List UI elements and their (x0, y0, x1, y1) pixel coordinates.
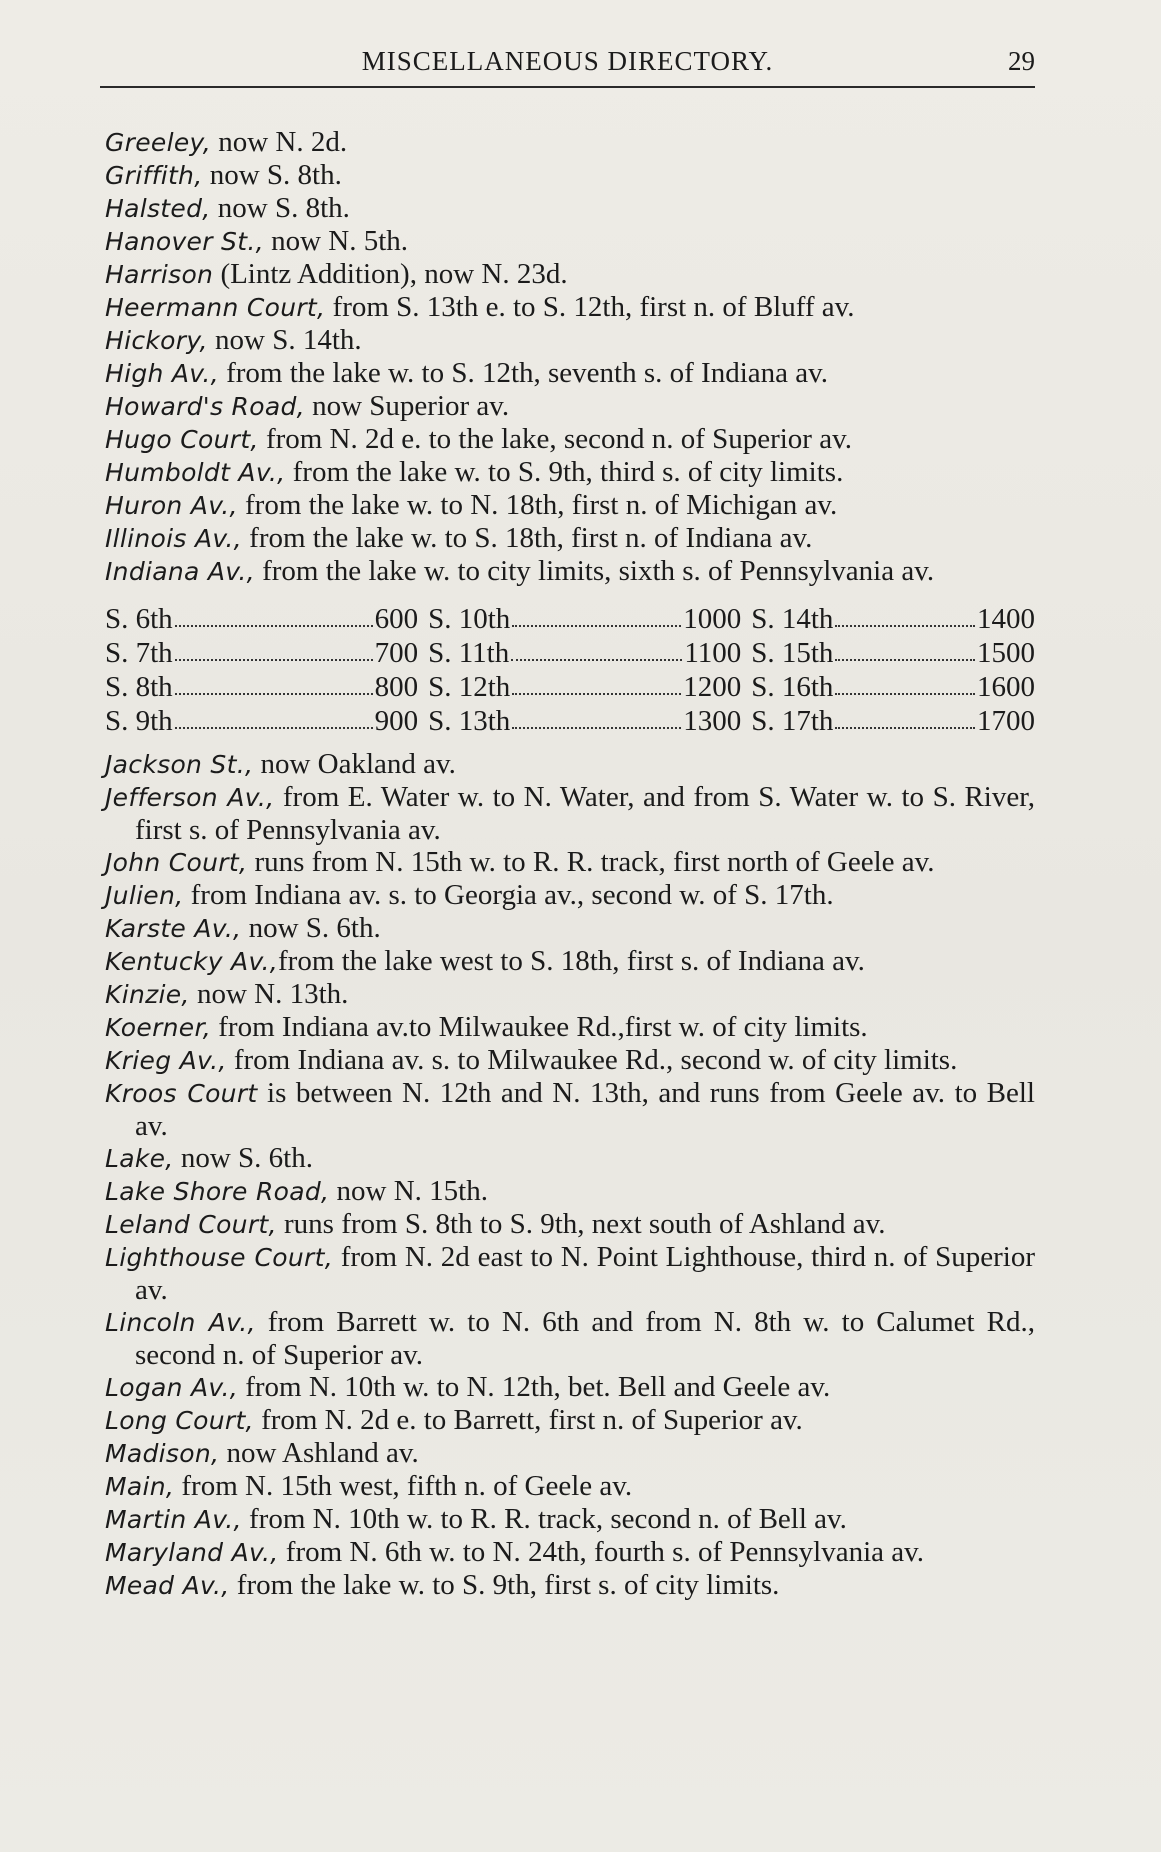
dot-leader (512, 704, 681, 729)
cross-street: S. 11th (428, 637, 510, 669)
street-name: Leland Court, (105, 1210, 277, 1239)
directory-entry (105, 1569, 1035, 1602)
directory-entry (105, 489, 1035, 522)
street-description: now S. 14th. (207, 324, 362, 356)
directory-entry (105, 748, 1035, 781)
street-name: Koerner, (105, 1013, 212, 1042)
directory-entry (105, 159, 1035, 192)
dot-leader (511, 636, 682, 661)
house-number: 1600 (977, 671, 1036, 703)
street-name: Kinzie, (105, 980, 190, 1009)
number-table-cell (105, 704, 428, 738)
street-description: now Superior av. (304, 390, 510, 422)
street-description: from the lake w. to S. 9th, third s. of city limits. (285, 456, 844, 488)
street-description: from the lake w. to N. 18th, first n. of Michigan av. (237, 489, 838, 521)
street-name: Huron Av., (105, 491, 238, 520)
street-name: Maryland Av., (105, 1538, 279, 1567)
cross-street: S. 13th (428, 705, 511, 737)
house-number-table (105, 602, 1035, 738)
street-name: High Av., (105, 359, 219, 388)
directory-entry (105, 1241, 1035, 1306)
number-table-cell (428, 704, 751, 738)
number-table-row (105, 670, 1035, 704)
dot-leader (175, 670, 373, 695)
street-name: Griffith, (105, 161, 203, 190)
street-description: from N. 10th w. to N. 12th, bet. Bell and Geele av. (237, 1371, 831, 1403)
directory-entry (105, 1536, 1035, 1569)
directory-entry (105, 879, 1035, 912)
street-description: now Ashland av. (219, 1437, 419, 1469)
directory-entry (105, 126, 1035, 159)
cross-street: S. 9th (105, 705, 173, 737)
house-number: 1000 (683, 603, 742, 635)
street-description: now N. 15th. (329, 1175, 488, 1207)
dot-leader (835, 670, 975, 695)
street-name: Long Court, (105, 1406, 254, 1435)
street-name: Halsted, (105, 194, 211, 223)
directory-entry (105, 225, 1035, 258)
street-name: Martin Av., (105, 1505, 242, 1534)
dot-leader (512, 602, 681, 627)
street-description: from the lake west to S. 18th, first s. of Indiana av. (278, 945, 865, 977)
directory-entry (105, 1306, 1035, 1371)
street-description: from the lake w. to S. 12th, seventh s. of Indiana av. (218, 357, 828, 389)
dot-leader (175, 602, 373, 627)
street-description: from the lake w. to city limits, sixth s. of Pennsylvania av. (254, 555, 935, 587)
directory-entry (105, 423, 1035, 456)
directory-entry (105, 945, 1035, 978)
street-name: Kroos Court (105, 1079, 258, 1108)
street-name: Howard's Road, (105, 392, 305, 421)
number-table-cell (751, 670, 1035, 704)
street-description: now N. 2d. (210, 126, 348, 158)
directory-entry (105, 1044, 1035, 1077)
directory-entry (105, 522, 1035, 555)
street-name: Hickory, (105, 326, 208, 355)
street-description: now Oakland av. (253, 748, 456, 780)
dot-leader (175, 704, 373, 729)
directory-entry (105, 1175, 1035, 1208)
house-number: 700 (374, 637, 419, 669)
directory-entry (105, 1437, 1035, 1470)
house-number: 1400 (977, 603, 1036, 635)
directory-entry (105, 390, 1035, 423)
number-table-cell (428, 602, 751, 636)
street-description: from N. 2d e. to Barrett, first n. of Superior av. (253, 1404, 803, 1436)
street-name: Greeley, (105, 128, 211, 157)
directory-entry (105, 291, 1035, 324)
house-number: 1200 (683, 671, 742, 703)
number-table-cell (105, 670, 428, 704)
number-table-cell (751, 602, 1035, 636)
street-name: Heermann Court, (105, 293, 326, 322)
house-number: 1300 (683, 705, 742, 737)
directory-entry (105, 1077, 1035, 1142)
street-description: from N. 15th west, fifth n. of Geele av. (174, 1470, 633, 1502)
street-description: from Indiana av. s. to Georgia av., second w. of S. 17th. (183, 879, 834, 911)
number-table-cell (751, 636, 1035, 670)
street-description: from Indiana av.to Milwaukee Rd.,first w. of city limits. (211, 1011, 868, 1043)
cross-street: S. 8th (105, 671, 173, 703)
street-name: Hugo Court, (105, 425, 259, 454)
street-name: Lincoln Av., (105, 1308, 256, 1337)
street-name: Humboldt Av., (105, 458, 286, 487)
number-table-cell (751, 704, 1035, 738)
street-name: Kentucky Av., (105, 947, 278, 976)
page-number: 29 (1008, 46, 1035, 76)
directory-entry (105, 846, 1035, 879)
dot-leader (835, 704, 975, 729)
street-description: from Barrett w. to N. 6th and from N. 8th w. to Calumet Rd., second n. of Superior av. (135, 1306, 1035, 1371)
dot-leader (835, 602, 975, 627)
street-name: Jackson St., (105, 750, 254, 779)
street-name: Main, (105, 1472, 175, 1501)
dot-leader (835, 636, 975, 661)
house-number: 600 (374, 603, 419, 635)
directory-entry (105, 456, 1035, 489)
cross-street: S. 12th (428, 671, 511, 703)
street-description: from Indiana av. s. to Milwaukee Rd., second w. of city limits. (226, 1044, 958, 1076)
entries-list-b (105, 748, 1035, 1602)
street-description: now S. 8th. (202, 159, 342, 191)
street-description: from N. 2d e. to the lake, second n. of Superior av. (258, 423, 852, 455)
street-name: Mead Av., (105, 1571, 230, 1600)
directory-body (105, 126, 1035, 1602)
cross-street: S. 14th (751, 603, 834, 635)
street-name: Karste Av., (105, 914, 242, 943)
house-number: 900 (374, 705, 419, 737)
cross-street: S. 17th (751, 705, 834, 737)
directory-entry (105, 1503, 1035, 1536)
street-name: Julien, (105, 881, 184, 910)
street-description: from N. 6th w. to N. 24th, fourth s. of Pennsylvania av. (278, 1536, 924, 1568)
directory-entry (105, 1208, 1035, 1241)
directory-entry (105, 1470, 1035, 1503)
directory-entry (105, 781, 1035, 846)
cross-street: S. 10th (428, 603, 511, 635)
number-table-cell (105, 636, 428, 670)
street-description: from N. 10th w. to R. R. track, second n. of Bell av. (241, 1503, 847, 1535)
entries-list-a (105, 126, 1035, 588)
cross-street: S. 6th (105, 603, 173, 635)
street-description: is between N. 12th and N. 13th, and runs from Geele av. to Bell av. (135, 1077, 1035, 1142)
directory-entry (105, 324, 1035, 357)
page-header (100, 46, 1035, 88)
street-description: from the lake w. to S. 9th, first s. of city limits. (229, 1569, 780, 1601)
dot-leader (175, 636, 373, 661)
dot-leader (512, 670, 681, 695)
street-description: now S. 6th. (173, 1142, 313, 1174)
house-number: 1100 (684, 637, 742, 669)
directory-entry (105, 258, 1035, 291)
street-name: Hanover St., (105, 227, 264, 256)
directory-entry (105, 555, 1035, 588)
cross-street: S. 7th (105, 637, 173, 669)
number-table-cell (428, 670, 751, 704)
number-table-row (105, 704, 1035, 738)
page-title: MISCELLANEOUS DIRECTORY. (361, 46, 774, 76)
street-description: now S. 6th. (241, 912, 381, 944)
house-number: 1500 (977, 637, 1036, 669)
directory-entry (105, 1142, 1035, 1175)
directory-entry (105, 1011, 1035, 1044)
street-description: now N. 13th. (189, 978, 349, 1010)
street-description: from S. 13th e. to S. 12th, first n. of Bluff av. (325, 291, 855, 323)
street-name: Madison, (105, 1439, 220, 1468)
street-description: (Lintz Addition), now N. 23d. (213, 258, 568, 290)
directory-entry (105, 978, 1035, 1011)
house-number: 800 (374, 671, 419, 703)
street-name: Lake Shore Road, (105, 1177, 330, 1206)
directory-entry (105, 357, 1035, 390)
street-description: now S. 8th. (210, 192, 350, 224)
directory-entry (105, 1371, 1035, 1404)
street-description: runs from S. 8th to S. 9th, next south of Ashland av. (276, 1208, 886, 1240)
street-name: Indiana Av., (105, 557, 255, 586)
number-table-cell (105, 602, 428, 636)
number-table-row (105, 602, 1035, 636)
street-name: Harrison (105, 260, 214, 289)
cross-street: S. 15th (751, 637, 834, 669)
street-name: Logan Av., (105, 1373, 238, 1402)
street-name: Jefferson Av., (105, 783, 275, 812)
street-description: runs from N. 15th w. to R. R. track, first north of Geele av. (247, 846, 935, 878)
street-name: Krieg Av., (105, 1046, 227, 1075)
street-description: from the lake w. to S. 18th, first n. of Indiana av. (241, 522, 813, 554)
house-number: 1700 (977, 705, 1036, 737)
directory-entry (105, 192, 1035, 225)
number-table-cell (428, 636, 751, 670)
street-name: John Court, (105, 848, 248, 877)
street-name: Illinois Av., (105, 524, 242, 553)
directory-entry (105, 1404, 1035, 1437)
cross-street: S. 16th (751, 671, 834, 703)
directory-entry (105, 912, 1035, 945)
street-description: from E. Water w. to N. Water, and from S. Water w. to S. River, first s. of Pennsylvania av. (135, 781, 1035, 846)
street-name: Lighthouse Court, (105, 1243, 333, 1272)
street-name: Lake, (105, 1144, 174, 1173)
street-description: from N. 2d east to N. Point Lighthouse, third n. of Superior av. (135, 1241, 1035, 1306)
number-table-row (105, 636, 1035, 670)
street-description: now N. 5th. (263, 225, 409, 257)
